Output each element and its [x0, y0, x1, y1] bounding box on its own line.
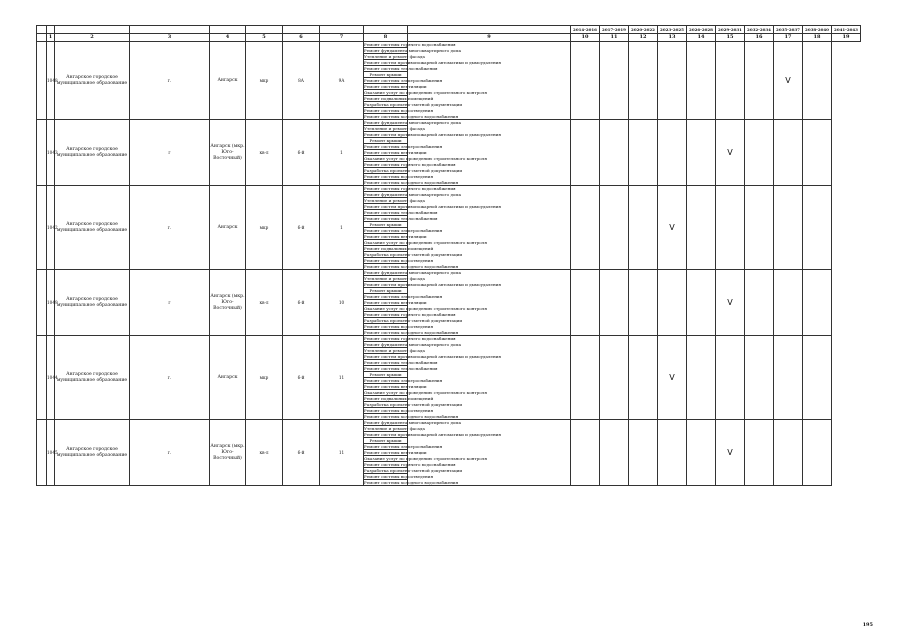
work-item-cell: Ремонт крыши: [364, 438, 408, 444]
column-number: 4: [210, 34, 246, 42]
work-item-cell: Утепление и ремонт фасада: [364, 126, 425, 131]
work-item-cell: Утепление и ремонт фасада: [364, 54, 425, 59]
work-item-cell: Оказание услуг по проведению строительного контроля: [364, 306, 487, 311]
period-cell: [600, 120, 629, 186]
period-cell: [629, 420, 658, 486]
work-item-cell: Ремонт системы электроснабжения: [364, 144, 443, 149]
column-number: 13: [658, 34, 687, 42]
work-item-cell: Ремонт крыши: [364, 222, 408, 228]
work-item-cell: Ремонт системы вентиляции: [364, 234, 427, 239]
period-cell: [658, 270, 687, 336]
period-cell: [600, 186, 629, 270]
capital-repair-register-table: [36, 25, 861, 486]
period-cell: [629, 270, 658, 336]
work-item-cell: Ремонт системы водоотведения: [364, 108, 434, 113]
column-number: 5: [246, 34, 283, 42]
period-cell: [687, 120, 716, 186]
work-item-cell: Ремонт системы холодного водоснабжения: [364, 180, 459, 185]
settlement-type-cell: г.: [130, 186, 210, 270]
house-cell: 6-й: [283, 270, 320, 336]
work-item-cell: Утепление и ремонт фасада: [364, 198, 425, 203]
work-item-cell: Оказание услуг по проведению строительного контроля: [364, 90, 487, 95]
building-cell: 11: [320, 336, 364, 420]
work-item-cell: Ремонт подвальных помещений: [364, 246, 434, 251]
column-number: 1: [47, 34, 55, 42]
work-item-cell: Ремонт системы электроснабжения: [364, 444, 443, 449]
work-item-cell: Оказание услуг по проведению строительного контроля: [364, 156, 487, 161]
period-cell: [745, 270, 774, 336]
building-cell: 10: [320, 270, 364, 336]
work-item-cell: Ремонт системы горячего водоснабжения: [364, 162, 456, 167]
work-item-cell: Ремонт системы теплоснабжения: [364, 66, 438, 71]
period-cell: [629, 42, 658, 120]
table-row: [37, 186, 861, 192]
work-item-cell: Ремонт крыши: [364, 372, 408, 378]
period-header: 2014-2016: [571, 26, 600, 34]
municipality-cell: Ангарское городское муниципальное образование: [55, 42, 130, 120]
period-cell: [629, 336, 658, 420]
work-item-cell: Ремонт подвальных помещений: [364, 396, 434, 401]
table-body: [37, 26, 861, 486]
period-cell: [687, 336, 716, 420]
period-cell: [571, 336, 600, 420]
table-row: [37, 42, 861, 48]
city-cell: Ангарск: [210, 336, 246, 420]
period-cell: [687, 42, 716, 120]
period-cell: [803, 336, 832, 420]
house-cell: 8А: [283, 42, 320, 120]
work-item-cell: Ремонт системы теплоснабжения: [364, 216, 438, 221]
municipality-cell: Ангарское городское муниципальное образование: [55, 186, 130, 270]
settlement-type-cell: г.: [130, 420, 210, 486]
work-item-cell: Утепление и ремонт фасада: [364, 348, 425, 353]
work-item-cell: Ремонт системы вентиляции: [364, 150, 427, 155]
work-item-cell: Ремонт системы вентиляции: [364, 450, 427, 455]
work-item-cell: Утепление и ремонт фасада: [364, 276, 425, 281]
work-item-cell: Ремонт фундамента многоквартирного дома: [364, 342, 462, 347]
record-number: 1049: [47, 270, 55, 336]
period-cell: [803, 42, 832, 120]
municipality-cell: Ангарское городское муниципальное образование: [55, 420, 130, 486]
work-item-cell: Ремонт фундамента многоквартирного дома: [364, 192, 462, 197]
work-item-cell: Разработка проектно-сметной документации: [364, 168, 463, 173]
work-item-cell: Ремонт системы водоотведения: [364, 258, 434, 263]
period-cell: [658, 420, 687, 486]
column-number: 6: [283, 34, 320, 42]
column-number: 7: [320, 34, 364, 42]
district-type-cell: кв-л: [246, 270, 283, 336]
blank: [37, 420, 47, 486]
period-cell: [687, 186, 716, 270]
blank: [37, 42, 47, 120]
record-number: 1044: [47, 336, 55, 420]
column-number: 16: [745, 34, 774, 42]
house-cell: 6-й: [283, 336, 320, 420]
city-cell: Ангарск (мкр. Юго-Восточный): [210, 270, 246, 336]
record-number: 1045: [47, 420, 55, 486]
column-number: 10: [571, 34, 600, 42]
district-type-cell: мкр: [246, 42, 283, 120]
period-mark: V: [658, 336, 687, 420]
period-cell: [803, 120, 832, 186]
building-cell: 11: [320, 420, 364, 486]
district-type-cell: мкр: [246, 336, 283, 420]
work-item-cell: Ремонт системы водоотведения: [364, 174, 434, 179]
period-header: 2023-2025: [658, 26, 687, 34]
work-item-cell: Ремонт системы горячего водоснабжения: [364, 336, 456, 341]
work-item-cell: Ремонт системы теплоснабжения: [364, 210, 438, 215]
period-cell: [745, 42, 774, 120]
table-row: [37, 120, 861, 126]
column-number: 17: [774, 34, 803, 42]
column-number: 8: [364, 34, 408, 42]
period-header: 2017-2019: [600, 26, 629, 34]
work-item-cell: Ремонт систем противопожарной автоматики и дымоудаления: [364, 432, 501, 437]
work-item-cell: Разработка проектно-сметной документации: [364, 102, 463, 107]
column-number-row: [37, 34, 861, 42]
record-number: 1048: [47, 42, 55, 120]
period-cell: [687, 270, 716, 336]
work-item-cell: Ремонт системы электроснабжения: [364, 228, 443, 233]
period-mark: V: [774, 42, 803, 120]
period-cell: [774, 336, 803, 420]
municipality-cell: Ангарское городское муниципальное образование: [55, 336, 130, 420]
period-cell: [629, 120, 658, 186]
blank: [37, 186, 47, 270]
period-cell: [745, 336, 774, 420]
period-cell: [571, 120, 600, 186]
settlement-type-cell: г.: [130, 42, 210, 120]
work-item-cell: Ремонт фундамента многоквартирного дома: [364, 420, 462, 425]
settlement-type-cell: г: [130, 120, 210, 186]
work-item-cell: Ремонт системы электроснабжения: [364, 78, 443, 83]
work-item-cell: Ремонт системы холодного водоснабжения: [364, 414, 459, 419]
page-number: 195: [862, 622, 873, 628]
work-item-cell: Разработка проектно-сметной документации: [364, 252, 463, 257]
work-item-cell: Разработка проектно-сметной документации: [364, 402, 463, 407]
work-item-cell: Ремонт систем противопожарной автоматики и дымоудаления: [364, 204, 501, 209]
work-item-cell: Ремонт системы водоотведения: [364, 324, 434, 329]
column-number: 14: [687, 34, 716, 42]
district-type-cell: кв-л: [246, 420, 283, 486]
work-item-cell: Ремонт подвальных помещений: [364, 96, 434, 101]
work-item-cell: Ремонт системы водоотведения: [364, 474, 434, 479]
work-item-cell: Ремонт системы вентиляции: [364, 300, 427, 305]
work-item-cell: Ремонт крыши: [364, 138, 408, 144]
column-number: 2: [55, 34, 130, 42]
work-item-cell: Ремонт системы холодного водоснабжения: [364, 480, 459, 485]
period-cell: [658, 120, 687, 186]
period-cell: [745, 120, 774, 186]
column-number: 18: [803, 34, 832, 42]
period-mark: V: [716, 120, 745, 186]
period-cell: [687, 420, 716, 486]
period-mark: V: [658, 186, 687, 270]
work-item-cell: Разработка проектно-сметной документации: [364, 468, 463, 473]
work-item-cell: Разработка проектно-сметной документации: [364, 318, 463, 323]
building-cell: 9А: [320, 42, 364, 120]
city-cell: Ангарск: [210, 42, 246, 120]
work-item-cell: Ремонт систем противопожарной автоматики и дымоудаления: [364, 282, 501, 287]
period-cell: [600, 270, 629, 336]
work-item-cell: Ремонт системы теплоснабжения: [364, 366, 438, 371]
period-cell: [774, 120, 803, 186]
record-number: 1042: [47, 186, 55, 270]
period-mark: V: [716, 420, 745, 486]
work-item-cell: Ремонт системы горячего водоснабжения: [364, 312, 456, 317]
work-item-cell: Ремонт системы водоотведения: [364, 408, 434, 413]
period-header: 2026-2028: [687, 26, 716, 34]
period-cell: [803, 186, 832, 270]
building-cell: 1: [320, 120, 364, 186]
settlement-type-cell: г: [130, 270, 210, 336]
period-cell: [774, 420, 803, 486]
work-item-cell: Ремонт системы электроснабжения: [364, 294, 443, 299]
period-header-row: [37, 26, 861, 34]
city-cell: Ангарск (мкр. Юго-Восточный): [210, 120, 246, 186]
work-item-cell: Ремонт системы вентиляции: [364, 384, 427, 389]
work-item-cell: Ремонт системы горячего водоснабжения: [364, 462, 456, 467]
work-item-cell: Ремонт крыши: [364, 288, 408, 294]
table-row: [37, 270, 861, 276]
work-item-cell: Ремонт системы вентиляции: [364, 84, 427, 89]
blank: [37, 120, 47, 186]
blank: [37, 336, 47, 420]
period-header: 2038-2040: [803, 26, 832, 34]
house-cell: 6-й: [283, 420, 320, 486]
work-item-cell: Ремонт фундамента многоквартирного дома: [364, 48, 462, 53]
period-cell: [803, 420, 832, 486]
column-number: 15: [716, 34, 745, 42]
record-number: 1043: [47, 120, 55, 186]
city-cell: Ангарск: [210, 186, 246, 270]
work-item-cell: Утепление и ремонт фасада: [364, 426, 425, 431]
settlement-type-cell: г.: [130, 336, 210, 420]
period-cell: [571, 270, 600, 336]
blank: [37, 270, 47, 336]
work-item-cell: Ремонт системы холодного водоснабжения: [364, 114, 459, 119]
work-item-cell: Ремонт крыши: [364, 72, 408, 78]
work-item-cell: Ремонт системы горячего водоснабжения: [364, 186, 456, 191]
district-type-cell: мкр: [246, 186, 283, 270]
work-item-cell: Ремонт фундамента многоквартирного дома: [364, 120, 462, 125]
building-cell: 1: [320, 186, 364, 270]
period-header: 2020-2022: [629, 26, 658, 34]
period-cell: [774, 270, 803, 336]
column-number: 12: [629, 34, 658, 42]
work-item-cell: Оказание услуг по проведению строительного контроля: [364, 456, 487, 461]
work-item-cell: Ремонт систем противопожарной автоматики и дымоудаления: [364, 60, 501, 65]
work-item-cell: Ремонт системы электроснабжения: [364, 378, 443, 383]
period-cell: [571, 42, 600, 120]
period-cell: [571, 420, 600, 486]
work-item-cell: Ремонт фундамента многоквартирного дома: [364, 270, 462, 275]
work-item-cell: Ремонт системы холодного водоснабжения: [364, 264, 459, 269]
period-cell: [716, 42, 745, 120]
city-cell: Ангарск (мкр. Юго-Восточный): [210, 420, 246, 486]
period-header: 2041-2043: [832, 26, 861, 34]
period-header: 2035-2037: [774, 26, 803, 34]
period-cell: [629, 186, 658, 270]
period-cell: [716, 186, 745, 270]
column-number: 9: [408, 34, 571, 42]
period-cell: [658, 42, 687, 120]
column-number: 3: [130, 34, 210, 42]
municipality-cell: Ангарское городское муниципальное образование: [55, 120, 130, 186]
table-row: [37, 336, 861, 342]
period-header: 2032-2034: [745, 26, 774, 34]
period-cell: [803, 270, 832, 336]
work-item-cell: Оказание услуг по проведению строительного контроля: [364, 240, 487, 245]
work-item-cell: Ремонт систем противопожарной автоматики и дымоудаления: [364, 132, 501, 137]
period-header: 2029-2031: [716, 26, 745, 34]
table-row: [37, 420, 861, 426]
house-cell: 6-й: [283, 186, 320, 270]
work-item-cell: Ремонт системы горячего водоснабжения: [364, 42, 456, 47]
municipality-cell: Ангарское городское муниципальное образование: [55, 270, 130, 336]
period-cell: [716, 336, 745, 420]
period-cell: [600, 42, 629, 120]
period-cell: [600, 420, 629, 486]
column-number: 19: [832, 34, 861, 42]
period-mark: V: [716, 270, 745, 336]
house-cell: 6-й: [283, 120, 320, 186]
district-type-cell: кв-л: [246, 120, 283, 186]
work-item-cell: Оказание услуг по проведению строительного контроля: [364, 390, 487, 395]
work-item-cell: Ремонт систем противопожарной автоматики и дымоудаления: [364, 354, 501, 359]
period-cell: [571, 186, 600, 270]
column-number: 11: [600, 34, 629, 42]
work-item-cell: Ремонт системы холодного водоснабжения: [364, 330, 459, 335]
period-cell: [745, 420, 774, 486]
period-cell: [745, 186, 774, 270]
period-cell: [600, 336, 629, 420]
period-cell: [774, 186, 803, 270]
work-item-cell: Ремонт системы теплоснабжения: [364, 360, 438, 365]
